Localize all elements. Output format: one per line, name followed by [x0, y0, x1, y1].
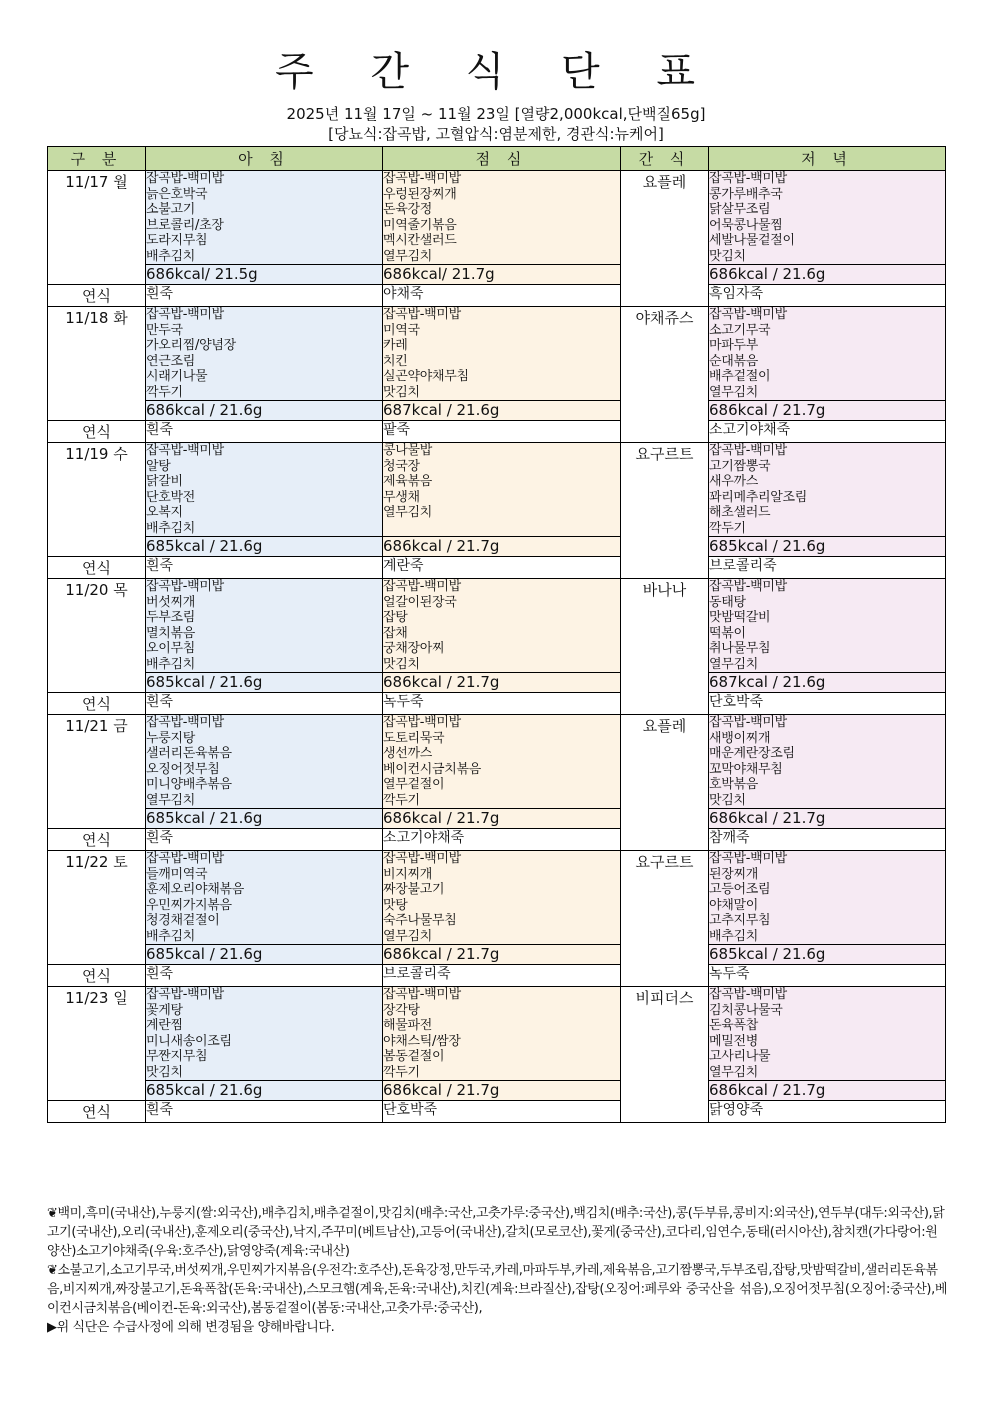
menu-item: 단호박전 [146, 489, 196, 505]
origin-note-1: ❦백미,흑미(국내산),누룽지(쌀:외국산),배추김치,배추겉절이,맛김치(배추:국산,고춧가루:중국산),백김치(배추:국산),콩(두부류,콩비지:외국산),연두부(대두:외국산),닭고기(국내산),오리(국내산),훈제오리(중국산),낙지,주꾸미(베트남산),고등어(국내산),갈치(모로코산),꽃게(중국산),코다리,임연수,동태(러시아산),참치캔(가다랑어:원양산)소고기야채죽(우육:호주산),닭영양죽(계육:국내산) [47, 1206, 945, 1259]
lunch-items [383, 987, 621, 1081]
menu-item: 콩가루배추국 [709, 186, 783, 202]
menu-item: 미역국 [383, 322, 420, 338]
menu-item: 제육볶음 [383, 474, 433, 489]
dinner-porridge: 녹두죽 [709, 965, 946, 987]
menu-item: 잡곡밥-백미밥 [146, 579, 224, 594]
menu-item: 꽈리메추리알조림 [709, 489, 808, 505]
menu-item: 맛탕 [383, 897, 408, 913]
breakfast-porridge: 흰죽 [146, 965, 383, 987]
header-gubun: 구 분 [48, 147, 146, 171]
menu-item: 잡채 [383, 625, 408, 641]
menu-item: 멕시칸샐러드 [383, 233, 457, 248]
dinner-items [709, 715, 946, 809]
day-row [48, 715, 946, 809]
breakfast-porridge: 흰죽 [146, 693, 383, 715]
menu-item: 실곤약야채무침 [383, 369, 469, 384]
menu-item: 매운계란장조림 [709, 746, 795, 761]
breakfast-items [146, 171, 383, 265]
menu-item: 시래기나물 [146, 369, 208, 384]
menu-item: 알탕 [146, 458, 171, 474]
menu-item: 오징어젓무침 [146, 761, 220, 777]
menu-item: 배추김치 [146, 248, 196, 264]
menu-item: 무생채 [383, 489, 420, 505]
header-snack: 간 식 [621, 147, 709, 171]
menu-item: 비지찌개 [383, 866, 433, 882]
lunch-calories: 686kcal / 21.7g [383, 1081, 621, 1101]
menu-item: 잡곡밥-백미밥 [383, 579, 461, 594]
menu-item: 훈제오리야채볶음 [146, 882, 245, 897]
snack-item: 요구르트 [621, 443, 709, 579]
menu-item: 카레 [383, 338, 408, 353]
lunch-porridge: 단호박죽 [383, 1101, 621, 1123]
menu-item: 잡곡밥-백미밥 [709, 987, 787, 1002]
menu-item: 잡곡밥-백미밥 [709, 307, 787, 322]
day-row [48, 579, 946, 673]
menu-item: 잡곡밥-백미밥 [383, 171, 461, 186]
calorie-row [48, 265, 946, 285]
menu-item: 열무김치 [709, 384, 759, 400]
origin-note-2: ❦소불고기,소고기무국,버섯찌개,우민찌가지볶음(우전각:호주산),돈육강정,만두국,카레,마파두부,카레,제육볶음,고기짬뽕국,두부조림,잡탕,맛밤떡갈비,샐러리돈육볶음,비지찌개,짜장불고기,돈육폭찹(돈육:국내산),스모크햄(계육,돈육:국내산),치킨(계육:브라질산),잡탕(오징어:페루와 중국산을 섞음),오징어젓무침(오징어:중국산),베이컨시금치볶음(베이컨-돈육:외국산),봄동겉절이(봄동:국내산,고춧가루:중국산), [47, 1263, 947, 1316]
menu-item: 샐러리돈육볶음 [146, 746, 232, 761]
dinner-calories: 687kcal / 21.6g [709, 673, 946, 693]
porridge-row [48, 829, 946, 851]
snack-item: 야채쥬스 [621, 307, 709, 443]
breakfast-items [146, 987, 383, 1081]
breakfast-porridge: 흰죽 [146, 1101, 383, 1123]
snack-item: 비피더스 [621, 987, 709, 1123]
lunch-calories: 687kcal / 21.6g [383, 401, 621, 421]
snack-item: 바나나 [621, 579, 709, 715]
menu-item: 메밀전병 [709, 1033, 759, 1049]
menu-item: 맛김치 [709, 792, 746, 808]
menu-item: 깍두기 [383, 1064, 420, 1080]
breakfast-calories: 686kcal/ 21.5g [146, 265, 383, 285]
menu-item: 계란찜 [146, 1018, 183, 1033]
menu-item: 오복지 [146, 505, 183, 520]
day-row [48, 171, 946, 265]
menu-item: 배추김치 [146, 928, 196, 944]
lunch-items [383, 443, 621, 537]
menu-item: 맛김치 [709, 248, 746, 264]
menu-item: 마파두부 [709, 338, 759, 353]
menu-item: 가오리찜/양념장 [146, 338, 236, 353]
snack-item: 요플레 [621, 715, 709, 851]
dinner-calories: 686kcal / 21.6g [709, 265, 946, 285]
lunch-calories: 686kcal / 21.7g [383, 537, 621, 557]
menu-item: 해물파전 [383, 1018, 433, 1033]
dinner-porridge: 참깨죽 [709, 829, 946, 851]
menu-item: 잡곡밥-백미밥 [709, 443, 787, 458]
menu-item: 배추김치 [146, 656, 196, 672]
menu-item: 잡곡밥-백미밥 [383, 715, 461, 730]
menu-item: 잡곡밥-백미밥 [146, 987, 224, 1002]
menu-item: 돈육폭찹 [709, 1018, 759, 1033]
menu-item: 잡곡밥-백미밥 [709, 715, 787, 730]
day-row [48, 443, 946, 537]
header-lunch: 점 심 [383, 147, 621, 171]
menu-item: 꽃게탕 [146, 1002, 183, 1018]
header-row [48, 147, 946, 171]
dinner-items [709, 307, 946, 401]
porridge-row [48, 1101, 946, 1123]
porridge-row [48, 693, 946, 715]
snack-item: 요구르트 [621, 851, 709, 987]
menu-item: 도라지무침 [146, 233, 208, 248]
breakfast-calories: 685kcal / 21.6g [146, 809, 383, 829]
period-subtitle: 2025년 11월 17일 ~ 11월 23일 [열량2,000kcal,단백질65g] [286, 105, 706, 123]
menu-item: 돈육강정 [383, 202, 433, 217]
lunch-items [383, 851, 621, 945]
dinner-calories: 686kcal / 21.7g [709, 1081, 946, 1101]
breakfast-calories: 685kcal / 21.6g [146, 673, 383, 693]
menu-item: 해초샐러드 [709, 505, 771, 520]
menu-item: 잡곡밥-백미밥 [383, 307, 461, 322]
day-date: 11/19 수 [48, 443, 146, 557]
dinner-calories: 685kcal / 21.6g [709, 537, 946, 557]
menu-item: 만두국 [146, 322, 183, 338]
menu-item: 취나물무침 [709, 641, 771, 656]
day-date: 11/17 월 [48, 171, 146, 285]
porridge-row [48, 285, 946, 307]
menu-item: 닭살무조림 [709, 202, 771, 217]
porridge-label: 연식 [48, 421, 146, 443]
page-title: 주 간 식 단 표 [274, 49, 718, 95]
day-row [48, 987, 946, 1081]
calorie-row [48, 809, 946, 829]
day-date: 11/20 목 [48, 579, 146, 693]
menu-item: 맛밤떡갈비 [709, 610, 771, 625]
menu-item: 된장찌개 [709, 866, 759, 882]
day-date: 11/22 토 [48, 851, 146, 965]
dinner-calories: 685kcal / 21.6g [709, 945, 946, 965]
menu-item: 야채스틱/쌈장 [383, 1033, 461, 1049]
menu-item: 소불고기 [146, 202, 196, 217]
menu-item: 연근조림 [146, 353, 196, 369]
menu-item: 치킨 [383, 353, 408, 369]
lunch-calories: 686kcal / 21.7g [383, 945, 621, 965]
calorie-row [48, 537, 946, 557]
menu-item: 잡곡밥-백미밥 [146, 715, 224, 730]
dinner-porridge: 브로콜리죽 [709, 557, 946, 579]
menu-item: 장각탕 [383, 1002, 420, 1018]
menu-item: 열무김치 [383, 928, 433, 944]
dinner-items [709, 987, 946, 1081]
header-breakfast: 아 침 [146, 147, 383, 171]
porridge-label: 연식 [48, 693, 146, 715]
porridge-label: 연식 [48, 829, 146, 851]
menu-item: 잡곡밥-백미밥 [146, 851, 224, 866]
calorie-row [48, 945, 946, 965]
breakfast-porridge: 흰죽 [146, 421, 383, 443]
breakfast-calories: 685kcal / 21.6g [146, 1081, 383, 1101]
menu-item: 열무김치 [709, 656, 759, 672]
menu-item: 누룽지탕 [146, 730, 196, 746]
menu-item: 어묵콩나물찜 [709, 217, 783, 233]
menu-item: 봄동겉절이 [383, 1049, 445, 1064]
day-row [48, 851, 946, 945]
menu-item: 새뱅이찌개 [709, 730, 771, 746]
menu-item: 깍두기 [146, 384, 183, 400]
header-dinner: 저 녁 [709, 147, 946, 171]
lunch-porridge: 야채죽 [383, 285, 621, 307]
breakfast-items [146, 851, 383, 945]
breakfast-porridge: 흰죽 [146, 557, 383, 579]
menu-item: 소고기무국 [709, 322, 771, 338]
dinner-items [709, 851, 946, 945]
menu-item: 생선까스 [383, 746, 433, 761]
lunch-porridge: 소고기야채죽 [383, 829, 621, 851]
menu-item: 세발나물겉절이 [709, 233, 795, 248]
menu-item: 콩나물밥 [383, 443, 433, 458]
dinner-calories: 686kcal / 21.7g [709, 809, 946, 829]
lunch-porridge: 녹두죽 [383, 693, 621, 715]
breakfast-calories: 685kcal / 21.6g [146, 945, 383, 965]
lunch-items [383, 307, 621, 401]
menu-item: 잡곡밥-백미밥 [383, 987, 461, 1002]
menu-item: 미니양배추볶음 [146, 777, 232, 792]
dinner-items [709, 171, 946, 265]
breakfast-calories: 686kcal / 21.6g [146, 401, 383, 421]
lunch-items [383, 579, 621, 673]
calorie-row [48, 401, 946, 421]
menu-item: 배추겉절이 [709, 369, 771, 384]
lunch-calories: 686kcal/ 21.7g [383, 265, 621, 285]
menu-item: 무짠지무침 [146, 1049, 208, 1064]
menu-item: 호박볶음 [709, 777, 759, 792]
diet-subtitle: [당뇨식:잡곡밥, 고혈압식:염분제한, 경관식:뉴케어] [328, 125, 664, 143]
menu-item: 꼬막야채무침 [709, 761, 783, 777]
breakfast-items [146, 579, 383, 673]
menu-item: 맛김치 [383, 656, 420, 672]
menu-item: 브로콜리/초장 [146, 217, 224, 233]
day-date: 11/21 금 [48, 715, 146, 829]
menu-item: 떡볶이 [709, 625, 746, 641]
menu-item: 닭갈비 [146, 474, 183, 489]
menu-item: 잡곡밥-백미밥 [146, 443, 224, 458]
menu-item: 김치콩나물국 [709, 1002, 783, 1018]
menu-item: 열무김치 [383, 248, 433, 264]
dinner-calories: 686kcal / 21.7g [709, 401, 946, 421]
porridge-row [48, 421, 946, 443]
menu-item: 두부조림 [146, 610, 196, 625]
menu-item: 고추지무침 [709, 913, 771, 928]
menu-item: 잡곡밥-백미밥 [709, 851, 787, 866]
lunch-porridge: 계란죽 [383, 557, 621, 579]
lunch-porridge: 팥죽 [383, 421, 621, 443]
dinner-items [709, 443, 946, 537]
breakfast-items [146, 307, 383, 401]
weekly-menu-table [47, 146, 946, 1123]
menu-item: 배추김치 [709, 928, 759, 944]
lunch-porridge: 브로콜리죽 [383, 965, 621, 987]
day-date: 11/18 화 [48, 307, 146, 421]
dinner-porridge: 흑임자죽 [709, 285, 946, 307]
lunch-items [383, 715, 621, 809]
dinner-porridge: 닭영양죽 [709, 1101, 946, 1123]
menu-item: 멸치볶음 [146, 625, 196, 641]
menu-item: 늙은호박국 [146, 186, 208, 202]
dinner-porridge: 단호박죽 [709, 693, 946, 715]
lunch-calories: 686kcal / 21.7g [383, 809, 621, 829]
menu-item: 얼갈이된장국 [383, 594, 457, 610]
breakfast-items [146, 443, 383, 537]
menu-item: 순대볶음 [709, 353, 759, 369]
menu-item: 고사리나물 [709, 1049, 771, 1064]
menu-item: 야채말이 [709, 897, 759, 913]
calorie-row [48, 673, 946, 693]
menu-item: 미니새송이조림 [146, 1033, 232, 1049]
menu-item: 궁채장아찌 [383, 641, 445, 656]
menu-body [48, 171, 946, 1123]
menu-item: 잡곡밥-백미밥 [709, 579, 787, 594]
day-row [48, 307, 946, 401]
breakfast-calories: 685kcal / 21.6g [146, 537, 383, 557]
change-notice: ▶위 식단은 수급사정에 의해 변경됨을 양해바랍니다. [47, 1320, 335, 1335]
lunch-calories: 686kcal / 21.7g [383, 673, 621, 693]
breakfast-porridge: 흰죽 [146, 829, 383, 851]
menu-item: 깍두기 [383, 792, 420, 808]
menu-item: 잡탕 [383, 610, 408, 625]
menu-item: 깍두기 [709, 520, 746, 536]
porridge-label: 연식 [48, 1101, 146, 1123]
porridge-label: 연식 [48, 285, 146, 307]
menu-item: 오이무침 [146, 641, 196, 656]
menu-item: 우민찌가지볶음 [146, 897, 232, 913]
dinner-porridge: 소고기야채죽 [709, 421, 946, 443]
menu-item: 잡곡밥-백미밥 [383, 851, 461, 866]
breakfast-items [146, 715, 383, 809]
porridge-label: 연식 [48, 557, 146, 579]
menu-item: 잡곡밥-백미밥 [709, 171, 787, 186]
menu-item: 열무김치 [383, 505, 433, 520]
menu-item: 새우까스 [709, 474, 759, 489]
menu-item: 숙주나물무침 [383, 913, 457, 928]
menu-item: 잡곡밥-백미밥 [146, 171, 224, 186]
menu-item: 열무김치 [146, 792, 196, 808]
origin-notes [47, 1204, 947, 1337]
lunch-items [383, 171, 621, 265]
menu-item: 우렁된장찌개 [383, 186, 457, 202]
porridge-row [48, 557, 946, 579]
menu-item: 열무겉절이 [383, 777, 445, 792]
calorie-row [48, 1081, 946, 1101]
menu-item: 들깨미역국 [146, 866, 208, 882]
day-date: 11/23 일 [48, 987, 146, 1101]
dinner-items [709, 579, 946, 673]
menu-item: 청경채겉절이 [146, 913, 220, 928]
snack-item: 요플레 [621, 171, 709, 307]
menu-item: 잡곡밥-백미밥 [146, 307, 224, 322]
menu-item: 고등어조림 [709, 882, 771, 897]
menu-item: 배추김치 [146, 520, 196, 536]
menu-item: 도토리묵국 [383, 730, 445, 746]
menu-item: 짜장불고기 [383, 882, 445, 897]
menu-item: 청국장 [383, 458, 420, 474]
breakfast-porridge: 흰죽 [146, 285, 383, 307]
menu-item: 맛김치 [146, 1064, 183, 1080]
porridge-row [48, 965, 946, 987]
menu-item: 열무김치 [709, 1064, 759, 1080]
menu-item: 베이컨시금치볶음 [383, 761, 482, 777]
menu-item: 버섯찌개 [146, 594, 196, 610]
menu-item: 고기짬뽕국 [709, 458, 771, 474]
menu-item: 맛김치 [383, 384, 420, 400]
porridge-label: 연식 [48, 965, 146, 987]
menu-item: 동태탕 [709, 594, 746, 610]
menu-item: 미역줄기볶음 [383, 217, 457, 233]
